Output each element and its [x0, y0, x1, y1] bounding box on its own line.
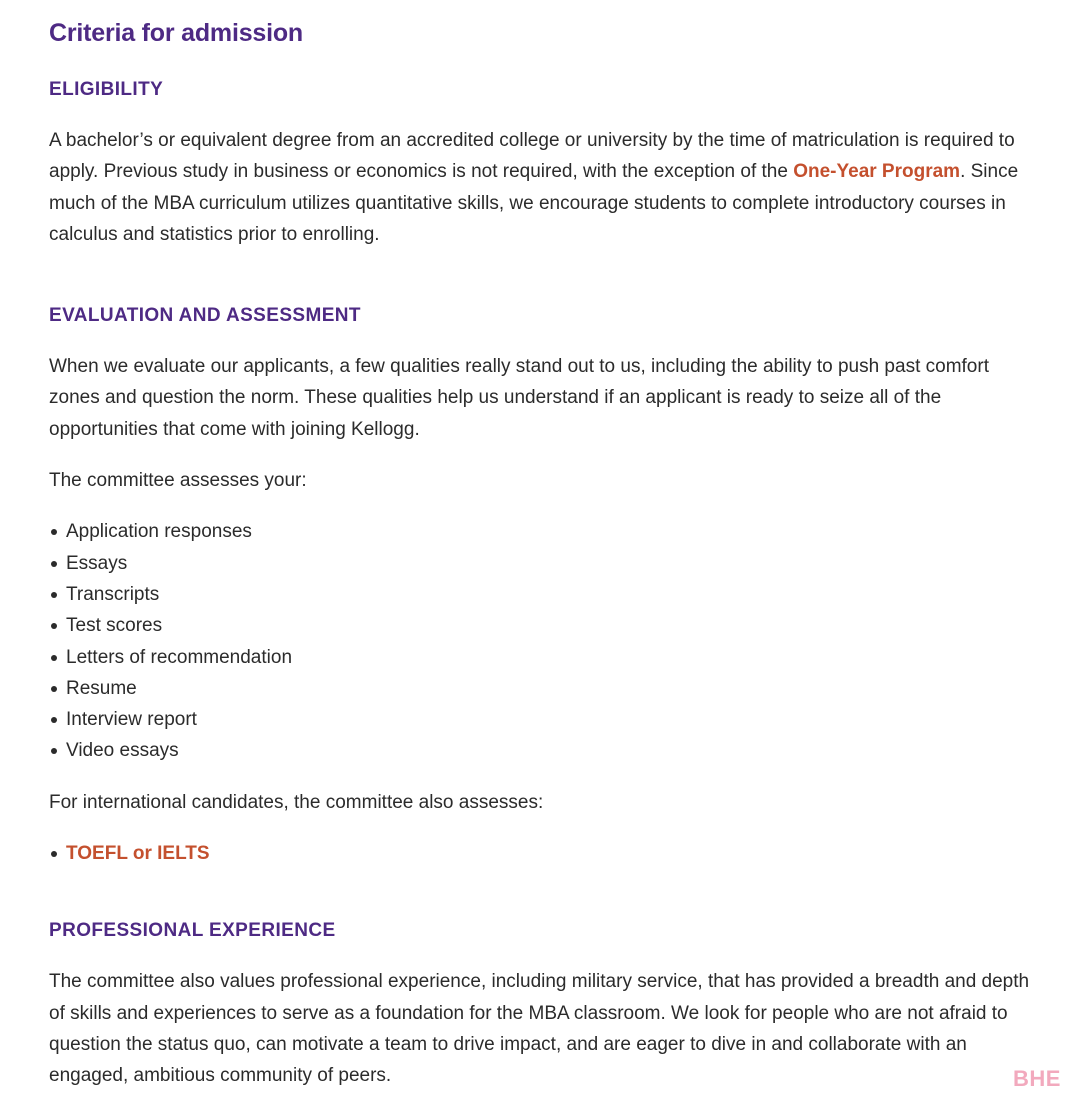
admission-criteria-content: [49, 14, 1039, 1092]
eligibility-heading: ELIGIBILITY: [49, 79, 164, 100]
list-item-toefl-ielts: [66, 838, 1039, 869]
eligibility-text-end: . Since much of the MBA curriculum utilizes quantitative skills, we encourage students to complete introductory courses in calculus and statistics prior to enrolling.: [49, 161, 1019, 245]
list-item: Video essays: [66, 735, 1039, 766]
toefl-ielts-link[interactable]: TOEFL or IELTS: [66, 843, 210, 865]
professional-experience-heading: PROFESSIONAL EXPERIENCE: [49, 920, 336, 942]
list-item: Application responses: [66, 516, 1039, 547]
evaluation-heading: EVALUATION AND ASSESSMENT: [49, 305, 361, 327]
list-item: Essays: [66, 548, 1039, 579]
eligibility-paragraph: [49, 125, 1039, 250]
professional-experience-paragraph: The committee also values professional experience, including military service, that has provided a breadth and depth of skills and experiences to serve as a foundation for the MBA classroom. We look for people who are not afraid to question the status quo, can motivate a team to drive impact, and are eager to dive in and collaborate with an engaged, ambitious community of peers.: [49, 971, 1030, 1087]
one-year-program-link[interactable]: One-Year Program: [793, 161, 961, 183]
assessment-list: [49, 516, 1039, 766]
international-list: [49, 838, 1039, 869]
bhe-watermark-logo: BHE: [1013, 1066, 1061, 1091]
list-item: Transcripts: [66, 579, 1039, 610]
international-lead-text: For international candidates, the committee also assesses:: [49, 791, 544, 813]
page-title: Criteria for admission: [49, 19, 303, 47]
list-item: Letters of recommendation: [66, 642, 1039, 673]
eligibility-text-start: A bachelor’s or equivalent degree from an accredited college or university by the time of matriculation is required to apply. Previous study in business or economics is not required, with the exception of the: [49, 130, 1015, 183]
assesses-lead-text: The committee assesses your:: [49, 470, 307, 492]
list-item: Resume: [66, 673, 1039, 704]
evaluation-intro-paragraph: When we evaluate our applicants, a few qualities really stand out to us, including the ability to push past comfort zones and question the norm. These qualities help us understand if an applicant is ready to seize all of the opportunities that come with joining Kellogg.: [49, 356, 989, 440]
list-item: Test scores: [66, 610, 1039, 641]
list-item: Interview report: [66, 704, 1039, 735]
